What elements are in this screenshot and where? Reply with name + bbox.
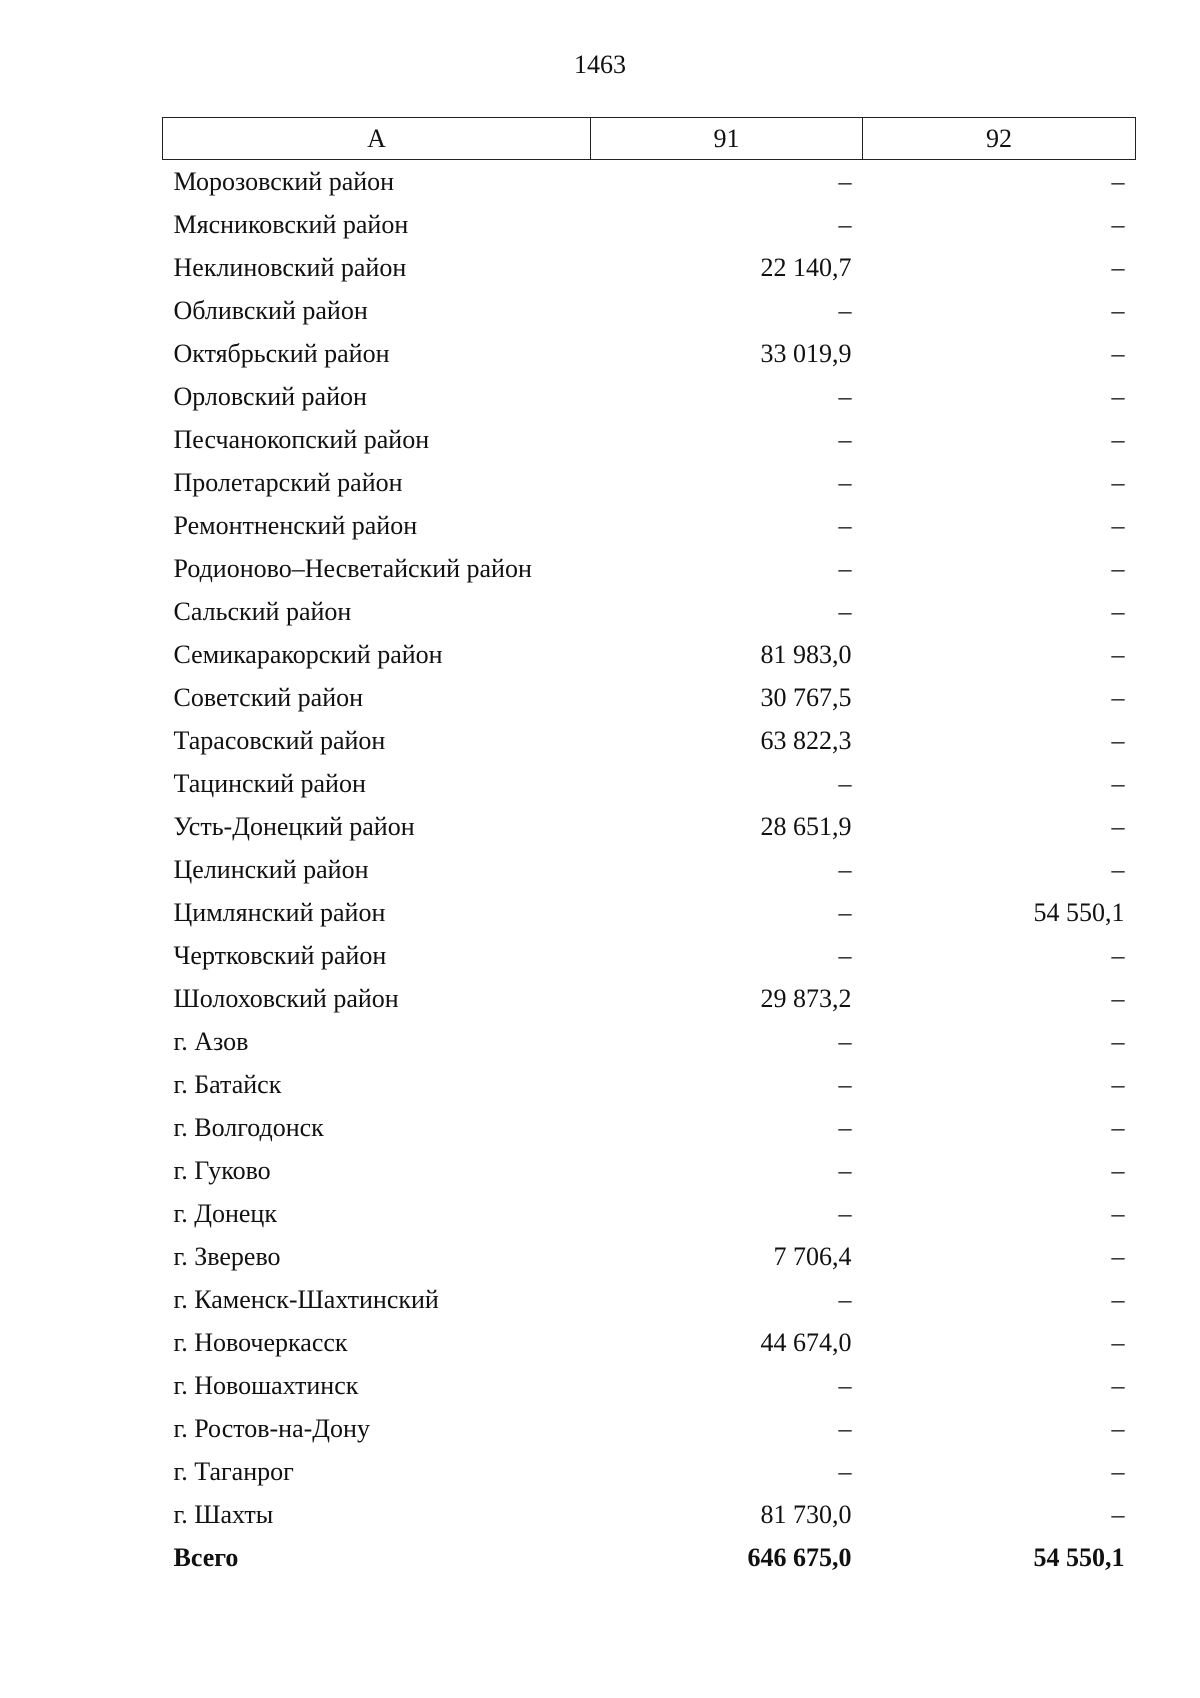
table-row [163, 590, 1136, 633]
row-name-cell: г. Донецк [173, 1198, 277, 1228]
row-value-91-cell: 7 706,4 [773, 1241, 852, 1271]
row-value-91-cell: – [838, 295, 852, 325]
row-value-91-cell: 30 767,5 [760, 682, 852, 712]
row-value-92-cell: – [1111, 553, 1125, 583]
table-row [163, 1106, 1136, 1149]
row-name-cell: г. Волгодонск [173, 1112, 324, 1142]
row-value-92-cell: – [1111, 381, 1125, 411]
row-value-92-cell: – [1111, 1069, 1125, 1099]
row-name-cell: Сальский район [173, 596, 352, 626]
table-row [163, 934, 1136, 977]
row-name-cell: г. Ростов-на-Дону [173, 1413, 370, 1443]
header-col-92: 92 [863, 118, 1136, 160]
table-body [163, 160, 1136, 1580]
row-value-92-cell: – [1111, 596, 1125, 626]
row-value-92-cell: – [1111, 1112, 1125, 1142]
row-name-cell: Тарасовский район [173, 725, 386, 755]
row-name-cell: г. Гуково [173, 1155, 271, 1185]
row-name-cell: г. Новошахтинск [173, 1370, 359, 1400]
table-row [163, 848, 1136, 891]
table-row [163, 246, 1136, 289]
table-row [163, 719, 1136, 762]
row-value-92-cell: – [1111, 1198, 1125, 1228]
row-name-cell: Семикаракорский район [173, 639, 443, 669]
row-value-92-cell: – [1111, 510, 1125, 540]
row-value-91-cell: – [838, 1069, 852, 1099]
table-row [163, 1020, 1136, 1063]
table-row [163, 805, 1136, 848]
row-value-92-cell: – [1111, 854, 1125, 884]
table-row [163, 1407, 1136, 1450]
row-name-cell: Цимлянский район [173, 897, 386, 927]
table-row [163, 461, 1136, 504]
row-value-92-cell: – [1111, 768, 1125, 798]
row-value-91-cell: 28 651,9 [760, 811, 852, 841]
row-value-91-cell: 63 822,3 [760, 725, 852, 755]
row-value-91-cell: – [838, 381, 852, 411]
row-name-cell: Обливский район [173, 295, 368, 325]
row-value-91-cell: – [838, 1284, 852, 1314]
row-name-cell: Родионово–Несветайский район [173, 553, 532, 583]
table-row [163, 332, 1136, 375]
row-name-cell: г. Каменск-Шахтинский [173, 1284, 439, 1314]
table-row [163, 891, 1136, 934]
row-value-91-cell: – [838, 1155, 852, 1185]
row-value-92-cell: – [1111, 1026, 1125, 1056]
row-name-cell: Советский район [173, 682, 364, 712]
row-value-92-cell: – [1111, 209, 1125, 239]
row-value-92-cell: – [1111, 467, 1125, 497]
row-value-91-cell: – [838, 1456, 852, 1486]
table-row [163, 1235, 1136, 1278]
row-value-91-cell: – [838, 1198, 852, 1228]
row-value-92-cell: – [1111, 1155, 1125, 1185]
row-value-91-cell: – [838, 1026, 852, 1056]
row-value-91-cell: 33 019,9 [760, 338, 852, 368]
row-value-92-cell: – [1111, 1241, 1125, 1271]
table-row [163, 375, 1136, 418]
row-value-91-cell: – [838, 1370, 852, 1400]
row-name-cell: Неклиновский район [173, 252, 407, 282]
row-value-91-cell: – [838, 1413, 852, 1443]
data-table [162, 117, 1136, 1579]
row-value-91-cell: – [838, 166, 852, 196]
row-name-cell: Орловский район [173, 381, 367, 411]
row-name-cell: Шолоховский район [173, 983, 399, 1013]
row-name-cell: Мясниковский район [173, 209, 409, 239]
row-value-92-cell: – [1111, 983, 1125, 1013]
table-row [163, 676, 1136, 719]
table-header-row [163, 118, 1136, 160]
row-name-cell: г. Шахты [173, 1499, 274, 1529]
table-row [163, 1364, 1136, 1407]
row-value-91-cell: 81 730,0 [760, 1499, 852, 1529]
row-value-91-cell: – [838, 768, 852, 798]
table-row [163, 977, 1136, 1020]
row-value-91-cell: 29 873,2 [760, 983, 852, 1013]
table-row [163, 1149, 1136, 1192]
table-row [163, 762, 1136, 805]
row-name-cell: Пролетарский район [173, 467, 403, 497]
row-value-92-cell: – [1111, 639, 1125, 669]
table-row [163, 1450, 1136, 1493]
table-row [163, 547, 1136, 590]
page-number: 1463 [574, 50, 626, 79]
row-value-92-cell: – [1111, 424, 1125, 454]
table-row [163, 1063, 1136, 1106]
row-value-92-cell: – [1111, 1370, 1125, 1400]
row-value-92-cell: – [1111, 1284, 1125, 1314]
row-value-91-cell: – [838, 854, 852, 884]
row-name-cell: Октябрьский район [173, 338, 390, 368]
row-value-92-cell: – [1111, 811, 1125, 841]
table-row [163, 504, 1136, 547]
row-value-91-cell: – [838, 467, 852, 497]
total-value-92-cell: 54 550,1 [1033, 1542, 1125, 1572]
row-value-92-cell: – [1111, 166, 1125, 196]
row-value-91-cell: 22 140,7 [760, 252, 852, 282]
row-value-92-cell: – [1111, 338, 1125, 368]
row-name-cell: Песчанокопский район [173, 424, 430, 454]
row-value-92-cell: – [1111, 1327, 1125, 1357]
table-total-row [163, 1536, 1136, 1579]
row-value-92-cell: – [1111, 1413, 1125, 1443]
table-row [163, 160, 1136, 204]
row-name-cell: г. Новочеркасск [173, 1327, 348, 1357]
header-col-a: А [163, 118, 591, 160]
table-row [163, 1321, 1136, 1364]
header-col-91: 91 [591, 118, 863, 160]
total-value-91-cell: 646 675,0 [747, 1542, 852, 1572]
row-name-cell: Чертковский район [173, 940, 387, 970]
row-name-cell: Целинский район [173, 854, 369, 884]
table-row [163, 1192, 1136, 1235]
table-row [163, 633, 1136, 676]
row-value-92-cell: – [1111, 1456, 1125, 1486]
row-value-91-cell: – [838, 510, 852, 540]
row-value-92-cell: – [1111, 682, 1125, 712]
row-value-91-cell: 81 983,0 [760, 639, 852, 669]
row-value-92-cell: – [1111, 940, 1125, 970]
table-row [163, 289, 1136, 332]
row-value-92-cell: – [1111, 725, 1125, 755]
row-value-91-cell: – [838, 1112, 852, 1142]
row-value-91-cell: 44 674,0 [760, 1327, 852, 1357]
table-row [163, 418, 1136, 461]
row-value-91-cell: – [838, 596, 852, 626]
row-name-cell: г. Зверево [173, 1241, 281, 1271]
row-name-cell: Ремонтненский район [173, 510, 418, 540]
table-row [163, 1278, 1136, 1321]
total-label-cell: Всего [173, 1542, 239, 1572]
row-name-cell: Тацинский район [173, 768, 366, 798]
table-row [163, 203, 1136, 246]
row-value-91-cell: – [838, 209, 852, 239]
row-value-92-cell: – [1111, 1499, 1125, 1529]
row-name-cell: г. Батайск [173, 1069, 282, 1099]
row-value-91-cell: – [838, 553, 852, 583]
row-name-cell: Морозовский район [173, 166, 395, 196]
row-value-92-cell: – [1111, 252, 1125, 282]
row-value-92-cell: – [1111, 295, 1125, 325]
row-name-cell: г. Таганрог [173, 1456, 294, 1486]
table-row [163, 1493, 1136, 1536]
row-name-cell: г. Азов [173, 1026, 249, 1056]
row-value-91-cell: – [838, 940, 852, 970]
row-value-91-cell: – [838, 424, 852, 454]
row-name-cell: Усть-Донецкий район [173, 811, 415, 841]
row-value-91-cell: – [838, 897, 852, 927]
row-value-92-cell: 54 550,1 [1033, 897, 1125, 927]
